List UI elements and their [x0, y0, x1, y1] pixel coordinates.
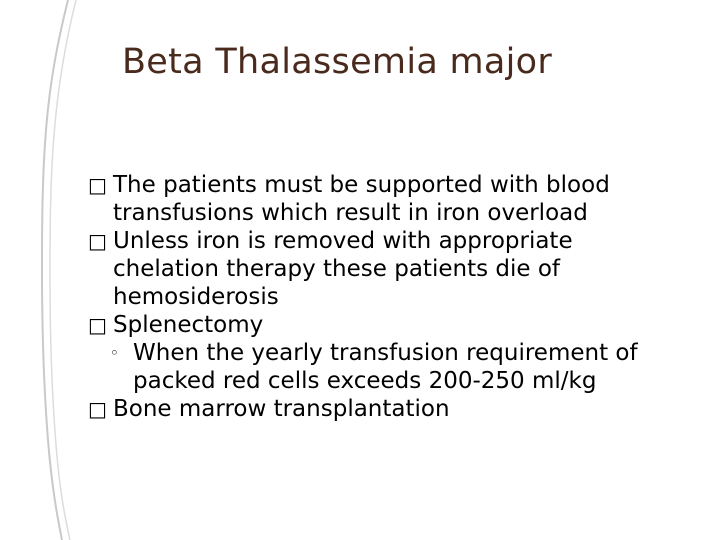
- bullet-item: [88, 311, 718, 339]
- sub-bullet-text: packed red cells exceeds 200-250 ml/kg: [133, 368, 597, 394]
- bullet-item: [88, 227, 718, 311]
- decorative-left-border: [28, 0, 78, 540]
- sub-bullet-circle-icon: ◦: [110, 344, 119, 362]
- bullet-box-icon: □: [88, 173, 107, 197]
- slide-content: [88, 171, 718, 423]
- bullet-item: [88, 395, 718, 423]
- bullet-text: The patients must be supported with blood: [113, 172, 610, 198]
- bullet-text: Unless iron is removed with appropriate: [113, 228, 573, 254]
- sub-bullet-text: When the yearly transfusion requirement of: [133, 340, 638, 366]
- bullet-text: hemosiderosis: [113, 284, 279, 310]
- bullet-box-icon: □: [88, 397, 107, 421]
- bullet-box-icon: □: [88, 313, 107, 337]
- bullet-item: [88, 171, 718, 227]
- bullet-box-icon: □: [88, 229, 107, 253]
- bullet-text: Bone marrow transplantation: [113, 396, 450, 422]
- bullet-text: Splenectomy: [113, 312, 264, 338]
- slide-title: Beta Thalassemia major: [122, 42, 553, 82]
- sub-bullet-item: [88, 339, 718, 395]
- bullet-text: chelation therapy these patients die of: [113, 256, 560, 282]
- bullet-text: transfusions which result in iron overload: [113, 200, 588, 226]
